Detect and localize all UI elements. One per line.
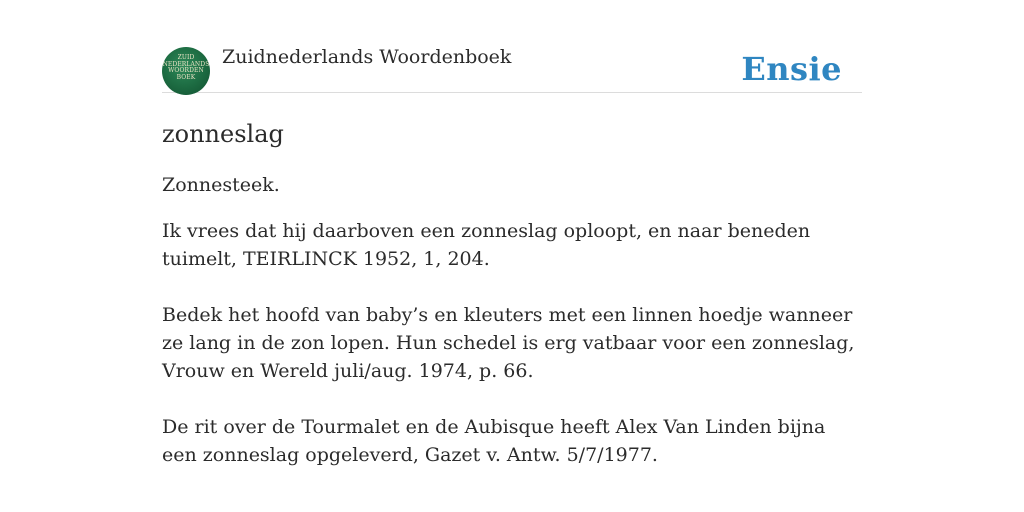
citation-quote: Ik vrees dat hij daarboven een zonneslag oploopt, en naar beneden tuimelt, TEIRLINCK 1952, 1, 204. [162,220,811,270]
dictionary-name[interactable]: Zuidnederlands Woordenboek [222,46,512,68]
dictionary-seal-icon[interactable] [162,47,210,95]
entry-page [162,46,862,469]
headword: zonneslag [162,120,284,148]
logo-text [163,55,210,81]
logo-line: BOEK [176,73,196,81]
citation-quote: De rit over de Tourmalet en de Aubisque heeft Alex Van Linden bijna een zonneslag opgeleverd, Gazet v. Antw. 5/7/1977. [162,416,826,466]
logo-line: WOORDEN [168,67,204,74]
citation-quote: Bedek het hoofd van baby’s en kleuters met een linnen hoedje wanneer ze lang in de zon lopen. Hun schedel is erg vatbaar voor een zonneslag, Vrouw en Wereld juli/aug. 1974, p. 66. [162,304,855,382]
logo-line: NEDERLANDS [162,60,210,68]
logo-line: ZUID [177,54,195,61]
brand-logo[interactable]: Ensie [741,50,842,88]
definition: Zonnesteek. [162,174,280,196]
site-header [162,46,862,93]
